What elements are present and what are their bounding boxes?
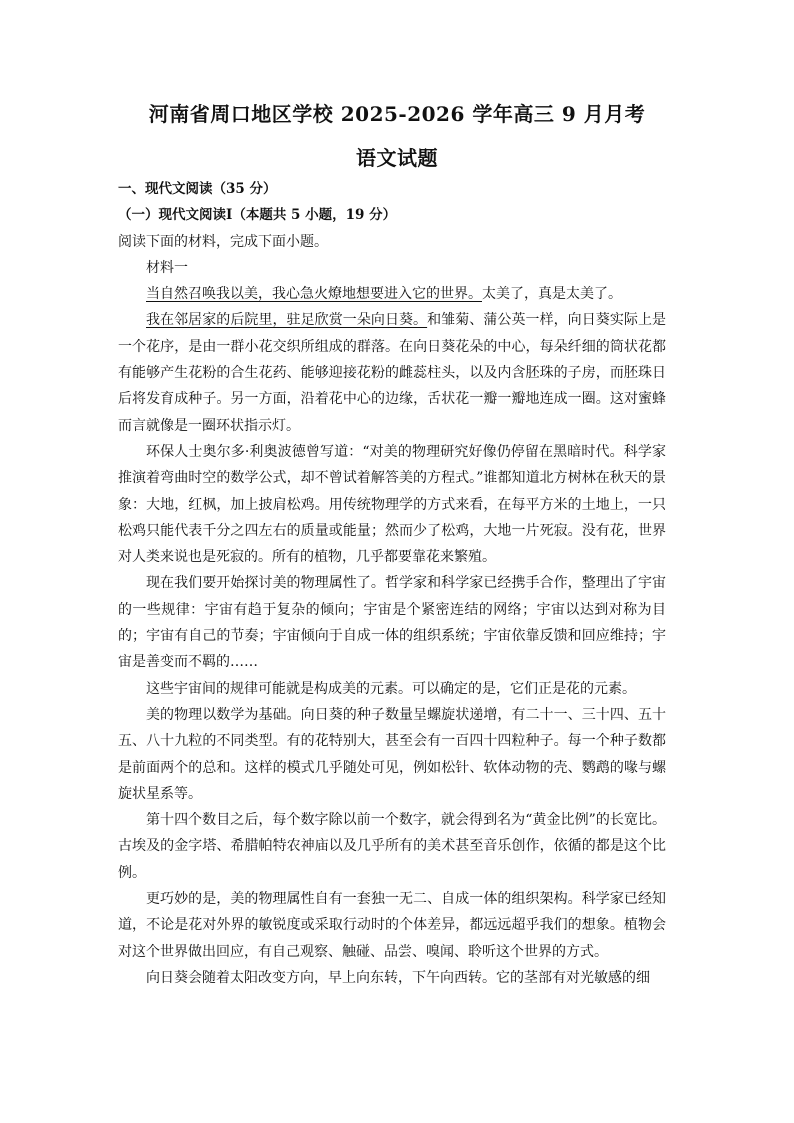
paragraph-8: 更巧妙的是，美的物理属性自有一套独一无二、自成一体的组织架构。科学家已经知道，不论是花对外界的敏锐度或采取行动时的个体差异，都远远超乎我们的想象。植物会对这个世界做出回应，有自己观察、触碰、品尝、嗅闻、聆听这个世界的方式。 (118, 891, 666, 960)
exam-subtitle: 语文试题 (356, 146, 438, 170)
paragraph-5: 这些宇宙间的规律可能就是构成美的元素。可以确定的是，它们正是花的元素。 (146, 680, 636, 697)
material-label: 材料一 (146, 259, 188, 276)
paragraph-4: 现在我们要开始探讨美的物理属性了。哲学家和科学家已经携手合作，整理出了宇宙的一些规律：宇宙有趋于复杂的倾向；宇宙是个紧密连结的网络；宇宙以达到对称为目的；宇宙有自己的节奏；宇宙倾向于自成一体的组织系统；宇宙依靠反馈和回应维持；宇宙是善变而不羁的…… (118, 575, 666, 671)
exam-title: 河南省周口地区学校 2025-2026 学年高三 9 月月考 (148, 102, 646, 126)
paragraph-3: 环保人士奥尔多·利奥波德曾写道：“对美的物理研究好像仍停留在黑暗时代。科学家推演着弯曲时空的数学公式，却不曾试着解答美的方程式。”谁都知道北方树林在秋天的景象：大地，红枫，加上披肩松鸡。用传统物理学的方式来看，在每平方米的土地上，一只松鸡只能代表千分之四左右的质量或能量；然而少了松鸡，大地一片死寂。没有花，世界对人类来说也是死寂的。所有的植物，几乎都要靠花来繁殖。 (118, 443, 666, 566)
underlined-sentence: 当自然召唤我以美，我心急火燎地想要进入它的世界。 (146, 286, 482, 303)
underlined-sentence: 我在邻居家的后院里，驻足欣赏一朵向日葵。 (146, 312, 428, 329)
paragraph-6: 美的物理以数学为基础。向日葵的种子数量呈螺旋状递增，有二十一、三十四、五十五、八十九粒的不同类型。有的花特别大，甚至会有一百四十四粒种子。每一个种子数都是前面两个的总和。这样的模式几乎随处可见，例如松针、软体动物的壳、鹦鹉的喙与螺旋状星系等。 (118, 706, 666, 802)
paragraph-text: 和雏菊、蒲公英一样，向日葵实际上是一个花序，是由一群小花交织所组成的群落。在向日葵花朵的中心，每朵纤细的筒状花都有能够产生花粉的合生花药、能够迎接花粉的雌蕊柱头，以及内含胚珠的子房，而胚珠日后将发育成种子。另一方面，沿着花中心的边缘，舌状花一瓣一瓣地连成一圈。这对蜜蜂而言就像是一圈环状指示灯。 (118, 312, 667, 434)
section-heading: 一、现代文阅读（35 分） (118, 181, 277, 197)
paragraph-1 (118, 281, 666, 307)
paragraph-9: 向日葵会随着太阳改变方向，早上向东转，下午向西转。它的茎部有对光敏感的细 (146, 969, 650, 986)
body-text (118, 176, 666, 991)
paragraph-2 (118, 307, 666, 438)
subsection-heading: （一）现代文阅读Ⅰ（本题共 5 小题，19 分） (118, 207, 397, 224)
instruction-text: 阅读下面的材料，完成下面小题。 (118, 233, 328, 250)
paragraph-7: 第十四个数目之后，每个数字除以前一个数字，就会得到名为“黄金比例”的长宽比。古埃及的金字塔、希腊帕特农神庙以及几乎所有的美术甚至音乐创作，依循的都是这个比例。 (118, 812, 666, 881)
paragraph-text: 太美了，真是太美了。 (482, 286, 622, 303)
